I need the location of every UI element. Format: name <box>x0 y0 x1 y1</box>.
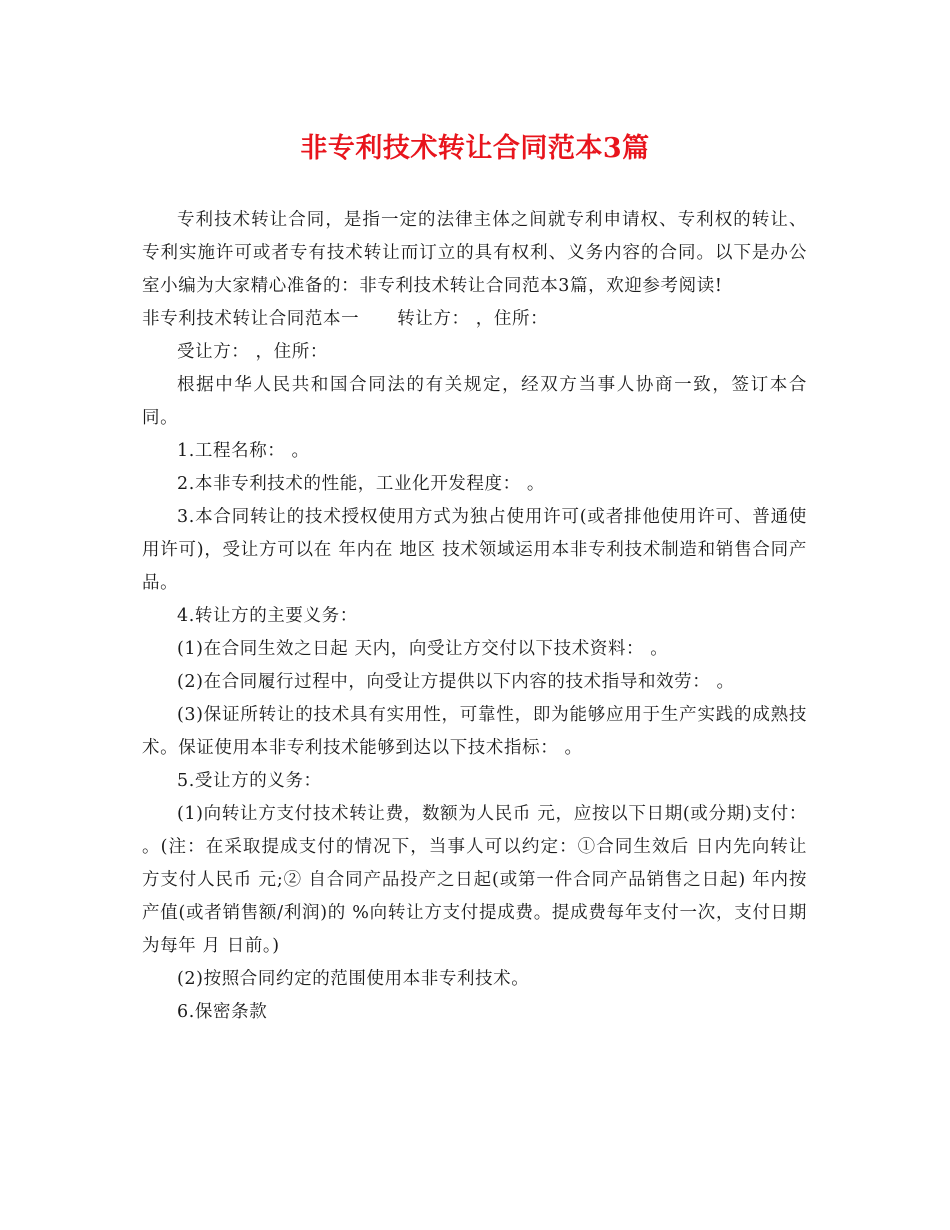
clause-4-2: (2)在合同履行过程中，向受让方提供以下内容的技术指导和效劳： 。 <box>177 672 735 692</box>
clause-3: 3.本合同转让的技术授权使用方式为独占使用许可(或者排他使用许可、普通使用许可)，受让方可以在 年内在 地区 技术领域运用本非专利技术制造和销售合同产品。 <box>142 507 807 593</box>
clause-2: 2.本非专利技术的性能，工业化开发程度： 。 <box>177 474 545 494</box>
basis-paragraph: 根据中华人民共和国合同法的有关规定，经双方当事人协商一致，签订本合同。 <box>142 375 807 428</box>
transferee-line: 受让方： ，住所： <box>177 342 328 362</box>
clause-5-1: (1)向转让方支付技术转让费，数额为人民币 元，应按以下日期(或分期)支付： 。(注：在采取提成支付的情况下，当事人可以约定：①合同生效后 日内先向转让方支付人民币 元;② 自合同产品投产之日起(或第一件合同产品销售之日起) 年内按产值(或者销售额/利润)的 %向转让方支付提成费。提成费每年支付一次，支付日期为每年 月 日前。) <box>142 804 807 956</box>
clause-1: 1.工程名称： 。 <box>177 441 310 461</box>
document-body <box>142 204 807 1029</box>
clause-4-1: (1)在合同生效之日起 天内，向受让方交付以下技术资料： 。 <box>177 639 669 659</box>
intro-paragraph <box>142 204 807 303</box>
clause-4: 4.转让方的主要义务： <box>177 606 358 626</box>
document-title: 非专利技术转让合同范本3篇 <box>300 133 650 164</box>
transferor-line: 转让方： ，住所： <box>397 309 549 329</box>
clause-5-2: (2)按照合同约定的范围使用本非专利技术。 <box>177 969 530 989</box>
clause-4-3: (3)保证所转让的技术具有实用性，可靠性，即为能够应用于生产实践的成熟技术。保证使用本非专利技术能够到达以下技术指标： 。 <box>142 705 807 758</box>
clause-6: 6.保密条款 <box>177 1002 268 1022</box>
section-heading-line <box>142 303 807 336</box>
clause-5: 5.受让方的义务： <box>177 771 322 791</box>
section-heading: 非专利技术转让合同范本一 <box>142 309 360 329</box>
intro-text: 专利技术转让合同，是指一定的法律主体之间就专利申请权、专利权的转让、专利实施许可或者专有技术转让而订立的具有权利、义务内容的合同。以下是办公室小编为大家精心准备的：非专利技术转让合同范本3篇，欢迎参考阅读! <box>142 210 807 296</box>
